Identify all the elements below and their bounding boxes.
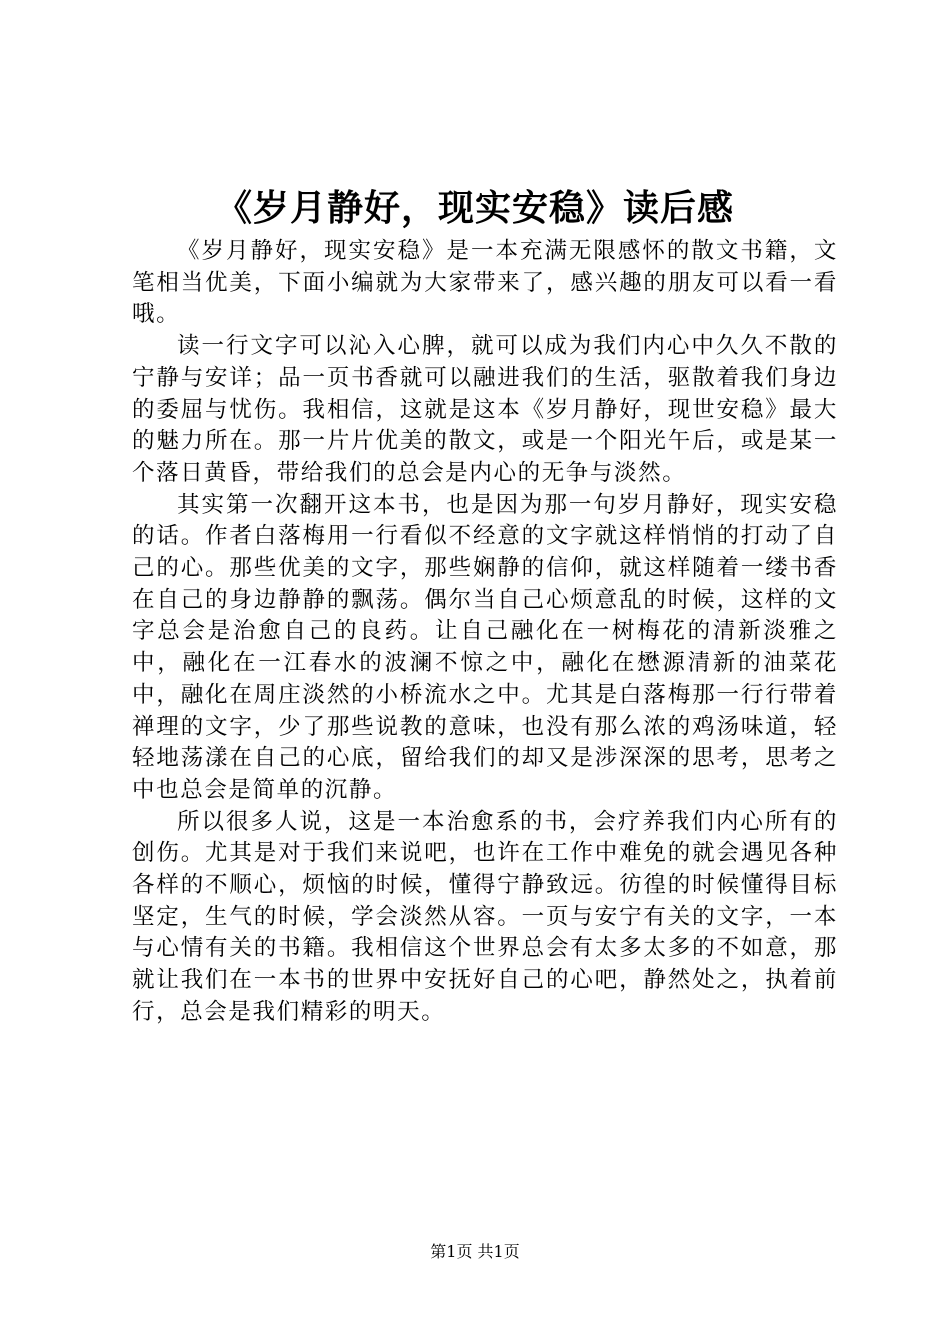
paragraph: 《岁月静好，现实安稳》是一本充满无限感怀的散文书籍，文笔相当优美，下面小编就为大家带来了，感兴趣的朋友可以看一看哦。 [132, 238, 838, 328]
article-body [132, 236, 838, 1029]
paragraph: 其实第一次翻开这本书，也是因为那一句岁月静好，现实安稳的话。作者白落梅用一行看似不经意的文字就这样悄悄的打动了自己的心。那些优美的文字，那些娴静的信仰，就这样随着一缕书香在自己的身边静静的飘荡。偶尔当自己心烦意乱的时候，这样的文字总会是治愈自己的良药。让自己融化在一树梅花的清新淡雅之中，融化在一江春水的波澜不惊之中，融化在懋源清新的油菜花中，融化在周庄淡然的小桥流水之中。尤其是白落梅那一行行带着禅理的文字，少了那些说教的意味，也没有那么浓的鸡汤味道，轻轻地荡漾在自己的心底，留给我们的却又是涉深深的思考，思考之中也总会是简单的沉静。 [132, 491, 838, 803]
page-number-footer: 第1页 共1页 [430, 1242, 520, 1261]
paragraph: 所以很多人说，这是一本治愈系的书，会疗养我们内心所有的创伤。尤其是对于我们来说吧，也许在工作中难免的就会遇见各种各样的不顺心，烦恼的时候，懂得宁静致远。彷徨的时候懂得目标坚定，生气的时候，学会淡然从容。一页与安宁有关的文字，一本与心情有关的书籍。我相信这个世界总会有太多太多的不如意，那就让我们在一本书的世界中安抚好自己的心吧，静然处之，执着前行，总会是我们精彩的明天。 [132, 808, 838, 1025]
paragraph: 读一行文字可以沁入心脾，就可以成为我们内心中久久不散的宁静与安详；品一页书香就可以融进我们的生活，驱散着我们身边的委屈与忧伤。我相信，这就是这本《岁月静好，现世安稳》最大的魅力所在。那一片片优美的散文，或是一个阳光午后，或是某一个落日黄昏，带给我们的总会是内心的无争与淡然。 [132, 333, 838, 486]
page-title: 《岁月静好，现实安稳》读后感 [215, 187, 734, 229]
